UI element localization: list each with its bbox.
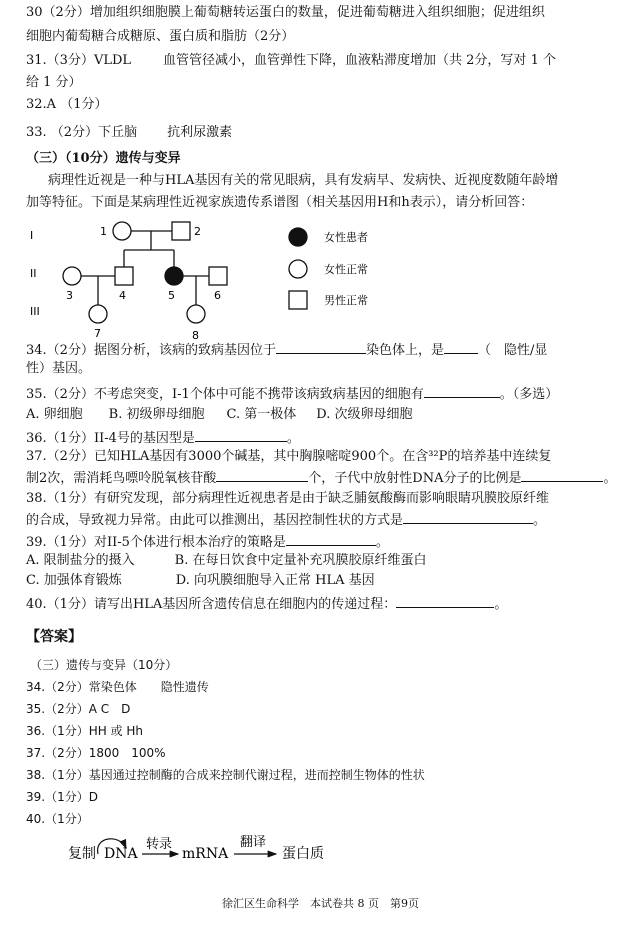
dna-label: DNA xyxy=(104,846,138,862)
answer-34: 34.（2分）常染色体 隐性遗传 xyxy=(26,680,209,694)
answer-31-line1 xyxy=(26,52,623,70)
question-39-options-row2 xyxy=(26,572,623,590)
question-39-text: 39.（1分）对II-5个体进行根本治疗的策略是 xyxy=(26,535,286,550)
question-35-text: 35.（2分）不考虑突变，I-1个体中可能不携带该病致病基因的细胞有 xyxy=(26,387,424,402)
answer-30-line1: 30（2分）增加组织细胞膜上葡萄糖转运蛋白的数量，促进葡萄糖进入组织细胞；促进组织 xyxy=(26,5,545,20)
answer-31-label: 31.（3分）VLDL xyxy=(26,53,132,68)
answer-33 xyxy=(26,124,623,142)
translation-label: 翻译 xyxy=(240,835,267,850)
answer-33-label: 33. （2分）下丘脑 xyxy=(26,125,138,140)
individual-number: 1 xyxy=(100,225,107,238)
individual-number: 5 xyxy=(168,289,175,302)
question-38-line1: 38.（1分）有研究发现，部分病理性近视患者是由于缺乏脯氨酸酶而影响眼睛巩膜胶原纤维 xyxy=(26,491,549,506)
pedigree-chart xyxy=(26,215,446,345)
generation-label: I xyxy=(30,229,34,242)
generation-label: III xyxy=(30,305,40,318)
legend-normal-male-label: 男性正常 xyxy=(324,294,368,307)
question-34 xyxy=(26,340,623,360)
option: B. 初级卵母细胞 xyxy=(108,407,205,422)
question-34-text-b: 染色体上，是 xyxy=(365,343,444,358)
answer-30-line2: 细胞内葡萄糖合成糖原、蛋白质和脂肪（2分） xyxy=(26,29,295,44)
question-38-text: 的合成，导致视力异常。由此可以推测出，基因控制性状的方式是 xyxy=(26,513,404,528)
option: C. 加强体育锻炼 xyxy=(26,573,122,588)
individual-number: 6 xyxy=(214,289,221,302)
individual-1-normal-female xyxy=(113,222,131,240)
protein-label: 蛋白质 xyxy=(282,846,324,862)
section-heading: （三）（10分）遗传与变异 xyxy=(26,151,181,166)
answer-blank xyxy=(403,510,533,524)
legend-normal-female-icon xyxy=(289,260,307,278)
answer-31-text: 血管管径减小，血管弹性下降，血液粘滞度增加（共 2分，写对 1 个 xyxy=(163,53,556,68)
section-intro-line1: 病理性近视是一种与HLA基因有关的常见眼病，具有发病早、发病快、近视度数随年龄增 xyxy=(48,173,559,188)
question-39-options-row1 xyxy=(26,552,623,570)
legend-affected-female-label: 女性患者 xyxy=(324,231,368,244)
central-dogma-diagram xyxy=(60,830,360,870)
question-35-tail: 。（多选） xyxy=(499,387,559,402)
answer-blank xyxy=(521,468,603,482)
answer-key-title: 【答案】 xyxy=(26,629,82,645)
generation-label: II xyxy=(30,267,37,280)
question-40: 40.（1分）请写出HLA基因所含遗传信息在细胞内的传递过程： 。 xyxy=(26,594,623,614)
answer-blank xyxy=(396,594,494,608)
answer-blank xyxy=(195,428,287,442)
individual-5-affected-female xyxy=(165,267,183,285)
individual-8-normal-female xyxy=(187,305,205,323)
question-39: 39.（1分）对II-5个体进行根本治疗的策略是 。 xyxy=(26,532,623,552)
question-38-line2: 的合成，导致视力异常。由此可以推测出，基因控制性状的方式是 。 xyxy=(26,510,623,530)
option: A. 限制盐分的摄入 xyxy=(26,553,135,568)
individual-7-normal-female xyxy=(89,305,107,323)
individual-4-normal-male xyxy=(115,267,133,285)
individual-2-normal-male xyxy=(172,222,190,240)
question-35 xyxy=(26,384,623,404)
transcription-label: 转录 xyxy=(146,837,173,852)
question-34-text-a: 34.（2分）据图分析，该病的致病基因位于 xyxy=(26,343,276,358)
answer-37: 37.（2分）1800 100% xyxy=(26,746,166,760)
option: A. 卵细胞 xyxy=(26,407,83,422)
legend-normal-male-icon xyxy=(289,291,307,309)
answer-40: 40.（1分） xyxy=(26,812,89,826)
option: C. 第一极体 xyxy=(226,407,297,422)
option: B. 在每日饮食中定量补充巩膜胶原纤维蛋白 xyxy=(174,553,427,568)
answer-36: 36.（1分）HH 或 Hh xyxy=(26,724,144,738)
answer-35: 35.（2分）A C D xyxy=(26,702,131,716)
individual-number: 7 xyxy=(94,327,101,340)
question-34-text-c: （ 隐性/显 xyxy=(477,343,548,358)
answer-blank xyxy=(424,384,500,398)
section-intro-line2: 加等特征。下面是某病理性近视家族遗传系谱图（相关基因用H和h表示），请分析回答： xyxy=(26,195,534,210)
legend-affected-female-icon xyxy=(289,228,307,246)
question-36-text: 36.（1分）II-4号的基因型是 xyxy=(26,431,195,446)
question-36: 36.（1分）II-4号的基因型是 。 xyxy=(26,428,623,448)
individual-number: 4 xyxy=(119,289,126,302)
question-40-text: 40.（1分）请写出HLA基因所含遗传信息在细胞内的传递过程： xyxy=(26,597,397,612)
individual-number: 3 xyxy=(66,289,73,302)
individual-3-normal-female xyxy=(63,267,81,285)
answer-38: 38.（1分）基因通过控制酶的合成来控制代谢过程，进而控制生物体的性状 xyxy=(26,768,425,782)
question-37-text-b: 个，子代中放射性DNA分子的比例是 xyxy=(308,471,522,486)
question-34-line2: 性）基因。 xyxy=(26,361,92,376)
page-footer: 徐汇区生命科学 本试卷共 8 页 第9页 xyxy=(222,897,419,910)
individual-number: 2 xyxy=(194,225,201,238)
mrna-label: mRNA xyxy=(182,846,229,862)
answer-32: 32.A （1分） xyxy=(26,97,108,112)
individual-6-normal-male xyxy=(209,267,227,285)
answer-blank xyxy=(286,532,376,546)
answer-blank xyxy=(444,340,478,354)
answer-blank xyxy=(276,340,366,354)
question-37-text-a: 制2次，需消耗鸟嘌呤脱氧核苷酸 xyxy=(26,471,217,486)
option: D. 向巩膜细胞导入正常 HLA 基因 xyxy=(175,573,375,588)
question-37-line2: 制2次，需消耗鸟嘌呤脱氧核苷酸 个，子代中放射性DNA分子的比例是 。 xyxy=(26,468,623,488)
answer-31-line2: 给 1 分） xyxy=(26,75,82,90)
individual-number: 8 xyxy=(192,329,199,342)
answer-blank xyxy=(216,468,308,482)
answer-33-text: 抗利尿激素 xyxy=(167,125,233,140)
replication-label: 复制 xyxy=(68,846,96,862)
answer-39: 39.（1分）D xyxy=(26,790,98,804)
answer-key-subtitle: （三）遗传与变异（10分） xyxy=(30,658,178,672)
question-37-line1: 37.（2分）已知HLA基因有3000个碱基，其中胸腺嘧啶900个。在含³²P的培养基中连续复 xyxy=(26,449,552,464)
question-35-options xyxy=(26,406,623,424)
option: D. 次级卵母细胞 xyxy=(316,407,413,422)
legend-normal-female-label: 女性正常 xyxy=(324,263,368,276)
